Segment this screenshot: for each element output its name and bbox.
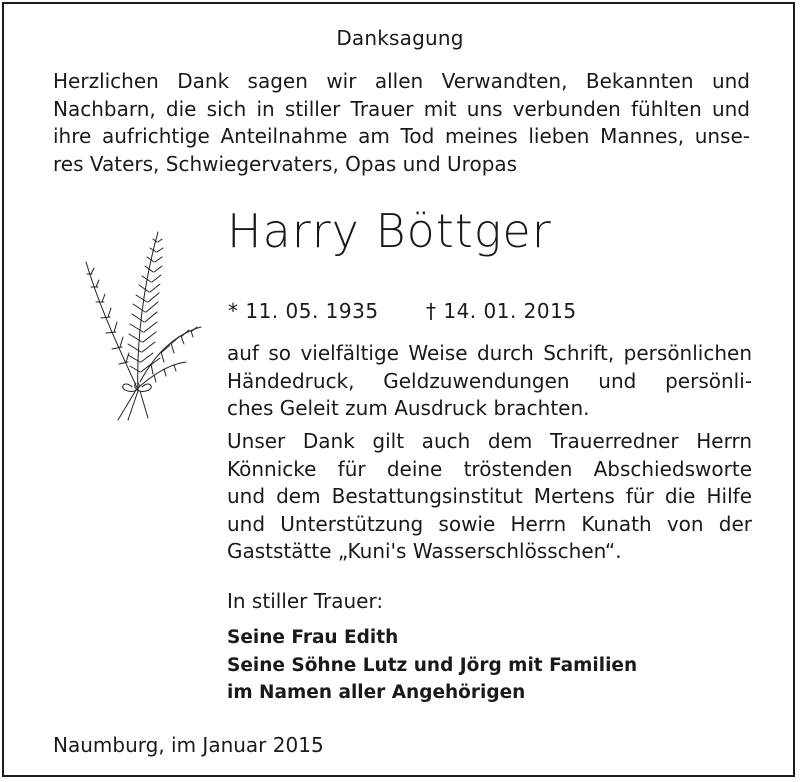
paragraph-line: und dem Bestattungsinstitut Mertens für die Hilfe — [227, 484, 752, 508]
signer-line: im Namen aller Angehörigen — [227, 682, 526, 703]
paragraph-line: ches Geleit zum Ausdruck brachten. — [227, 396, 590, 420]
life-dates — [228, 299, 577, 323]
fern-icon — [66, 222, 206, 422]
paragraph-line: auf so vielfältige Weise durch Schrift, persönlichen — [227, 341, 752, 365]
paragraph-line: Gaststätte „Kuni's Wasserschlösschen“. — [227, 539, 622, 563]
paragraph-line: und Unterstützung sowie Herrn Kunath von der — [227, 511, 752, 536]
intro-text — [53, 68, 750, 178]
signers-list — [227, 624, 637, 707]
signer-line: Seine Frau Edith — [227, 627, 399, 648]
thanks-paragraph — [227, 340, 752, 423]
intro-line: ihre aufrichtige Anteilnahme am Tod meines lieben Mannes, unse- — [53, 124, 750, 148]
mourning-label: In stiller Trauer: — [227, 589, 384, 613]
intro-line: res Vaters, Schwiegervaters, Opas und Uropas — [53, 151, 518, 176]
place-date: Naumburg, im Januar 2015 — [53, 733, 324, 757]
deceased-name: Harry Böttger — [227, 204, 552, 258]
birth-date: * 11. 05. 1935 — [228, 299, 379, 323]
intro-line: Herzlichen Dank sagen wir allen Verwandten, Bekannten und — [53, 69, 750, 93]
signer-line: Seine Söhne Lutz und Jörg mit Familien — [227, 654, 638, 676]
paragraph-line: Unser Dank gilt auch dem Trauerredner Herrn — [227, 429, 752, 453]
intro-line: Nachbarn, die sich in stiller Trauer mit uns verbunden fühlten und — [53, 96, 750, 121]
notice-heading: Danksagung — [336, 26, 464, 50]
paragraph-line: Könnicke für deine tröstenden Abschiedsworte — [227, 456, 752, 481]
death-date: † 14. 01. 2015 — [426, 299, 577, 323]
paragraph-line: Händedruck, Geldzuwendungen und persönli- — [227, 368, 752, 393]
acknowledgement-paragraph — [227, 428, 752, 566]
